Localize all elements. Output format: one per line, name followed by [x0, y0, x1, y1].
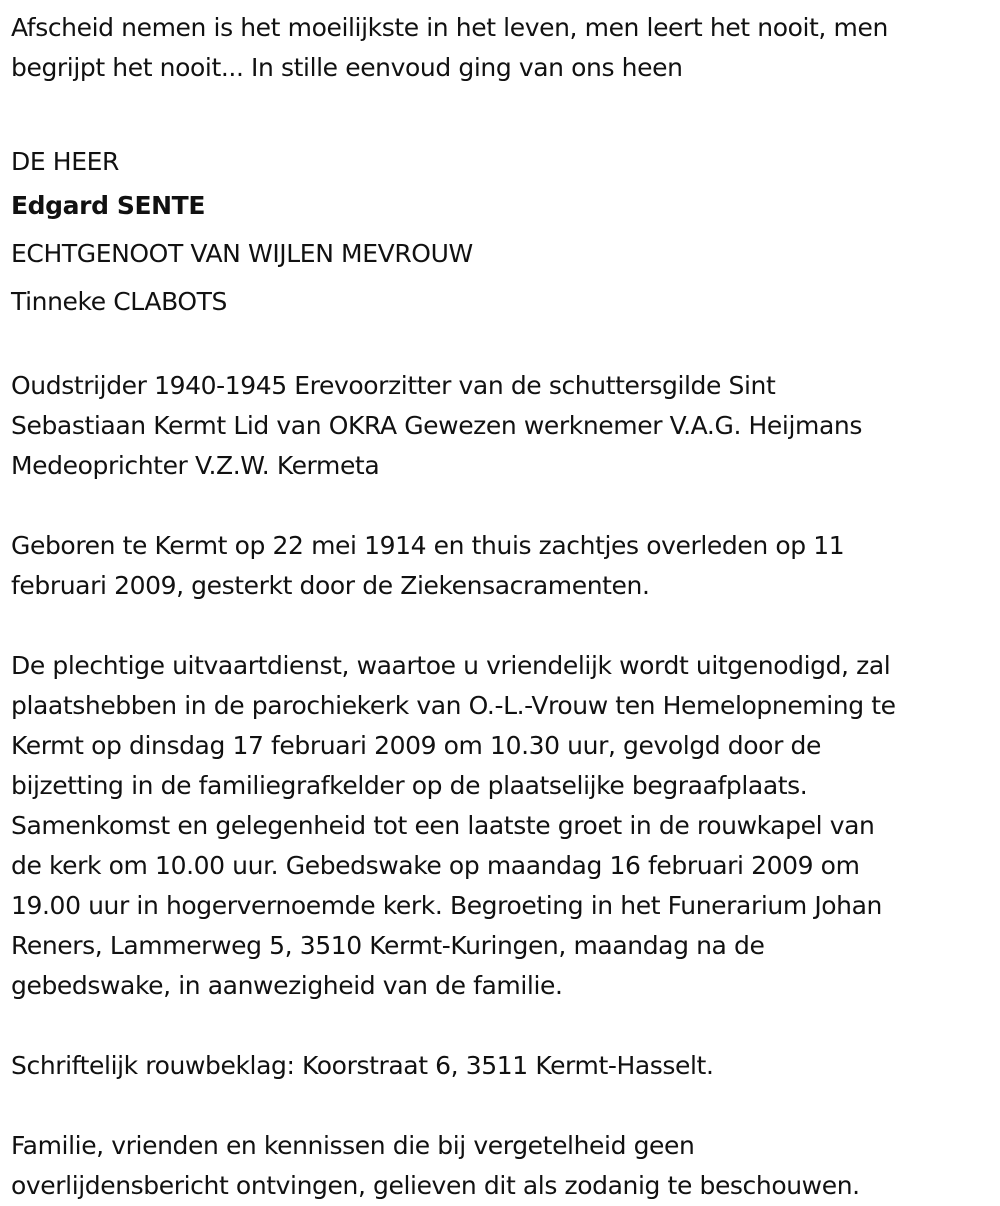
spacer [11, 486, 996, 526]
spacer [11, 1086, 996, 1126]
obituary-notice [11, 8, 996, 1206]
spouse-name: Tinneke CLABOTS [11, 287, 228, 316]
spacer [11, 326, 996, 366]
intro-text: Afscheid nemen is het moeilijkste in het leven, men leert het nooit, men begrijpt het nooit... In stille eenvoud ging van ons heen [11, 13, 888, 82]
biography-text: Oudstrijder 1940-1945 Erevoorzitter van de schuttersgilde Sint Sebastiaan Kermt Lid van OKRA Gewezen werknemer V.A.G. Heijmans Medeoprichter V.Z.W. Kermeta [11, 371, 862, 480]
spacer [11, 1006, 996, 1046]
salutation: DE HEER [11, 147, 119, 176]
spacer [11, 606, 996, 646]
closing-text: Familie, vrienden en kennissen die bij vergetelheid geen overlijdensbericht ontvingen, gelieven dit als zodanig te beschouwen. [11, 1131, 860, 1200]
deceased-name: Edgard SENTE [11, 191, 206, 220]
spacer [11, 88, 996, 128]
condolence-address: Schriftelijk rouwbeklag: Koorstraat 6, 3511 Kermt-Hasselt. [11, 1051, 714, 1080]
spouse-line: ECHTGENOOT VAN WIJLEN MEVROUW [11, 239, 473, 268]
birth-death-text: Geboren te Kermt op 22 mei 1914 en thuis zachtjes overleden op 11 februari 2009, gesterkt door de Ziekensacramenten. [11, 531, 845, 600]
funeral-text: De plechtige uitvaartdienst, waartoe u vriendelijk wordt uitgenodigd, zal plaatshebben in de parochiekerk van O.-L.-Vrouw ten Hemelopneming te Kermt op dinsdag 17 februari 2009 om 10.30 uur, gevolgd door de bijzetting in de familiegrafkelder op de plaatselijke begraafplaats. Samenkomst en gelegenheid tot een laatste groet in de rouwkapel van de kerk om 10.00 uur. Gebedswake op maandag 16 februari 2009 om 19.00 uur in hogervernoemde kerk. Begroeting in het Funerarium Johan Reners, Lammerweg 5, 3510 Kermt-Kuringen, maandag na de gebedswake, in aanwezigheid van de familie. [11, 651, 896, 1000]
